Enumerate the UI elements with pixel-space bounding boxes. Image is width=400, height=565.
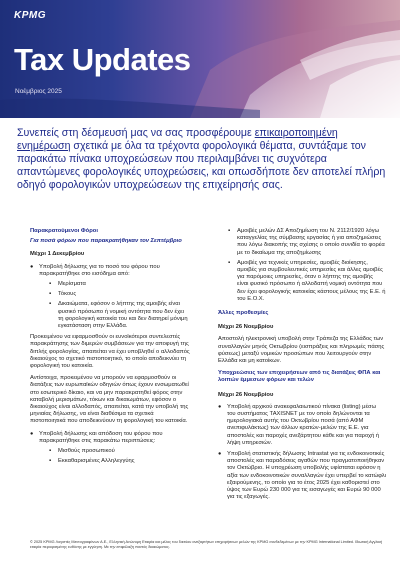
sub-list-item: ▪ Τόκους bbox=[49, 291, 190, 298]
issue-date: Νοέμβριος 2025 bbox=[15, 88, 62, 95]
bullet-list bbox=[218, 404, 386, 502]
list-item bbox=[30, 431, 190, 466]
list-item-text: Υποβολή δήλωσης για το ποσό του φόρου που παρακρατήθηκε στο εισόδημα από: bbox=[39, 263, 160, 277]
bullet-list bbox=[30, 264, 190, 331]
sub-bullet-list bbox=[218, 228, 386, 303]
list-item bbox=[30, 264, 190, 331]
sub-list-item: ▪ Αμοιβές για τεχνικές υπηρεσίες, αμοιβές διοίκησης, αμοιβές για συμβουλευτικές υπηρεσίες και άλλες αμοιβές για παρόμοιες υπηρεσίες, όταν ο λήπτης της αμοιβής είναι φυσικό πρόσωπο ή αλλοδαπή νομική οντότητα που δεν έχει φορολογικής κατοικίας κάστους μέλους της Ε.Ε. ή του Ε.Ο.Χ. bbox=[228, 260, 386, 303]
sub-list-item: ▪ Μισθούς προσωπικού bbox=[49, 448, 190, 455]
list-item-text: Υποβολή δήλωσης και απόδοση του φόρου που παρακρατήθηκε στις παρακάτω περιπτώσεις: bbox=[39, 430, 163, 444]
sub-list-item: ▪ Εκκαθαρισμένες Αλληλεγγύης bbox=[49, 458, 190, 465]
deadline-heading: Μέχρι 26 Νοεμβρίου bbox=[218, 324, 274, 331]
kpmg-logo: KPMG bbox=[14, 10, 46, 21]
left-column bbox=[30, 228, 190, 469]
section-subheading-withholding: Για ποσά φόρων που παρακρατήθηκαν τον Σεπτέμβριο bbox=[30, 238, 182, 245]
section-heading-other-deadlines: Άλλες προθεσμίες bbox=[218, 310, 269, 317]
paragraph: Αποστολή ηλεκτρονική υποβολή στην Τράπεζα της Ελλάδος των συναλλαγών μηνός Οκτωβρίου (εισπράξεις και πληρωμές πάσης φύσεως) μεταξύ νομικών προσώπων που λειτουργούν στην Ελλάδα και μη κατοίκων. bbox=[218, 336, 385, 365]
paragraph: Προκειμένου να εφαρμοσθούν οι ευνοϊκότεροι συντελεστές παρακράτησης των διμερών συμβάσεων για την αποφυγή της διπλής φορολογίας, απαιτείται να έχει υποβληθεί ο αλλοδαπός δικαιούχος το σχετικό πιστοποιητικό, το οποίο αποδεικνύει τη φορολογική του κατοικία. bbox=[30, 334, 190, 370]
list-item: ● Υποβολή αρχικού ανακεφαλαιωτικού πίνακα (listing) μέσω του συστήματος TAXISNET με τον οποίο δηλώνονται τα ημερολογιακά αυτής του Οκτωβρίου ποσά (από ΑΦΜ ανεπιφυλάκτως) των άλλων κρατών-μελών της Ε.Ε. για αποστολές και παροχές ανεξάρτητου κάθε και για παροχή ή λήψη υπηρεσιών. bbox=[218, 404, 386, 447]
sub-list-item: ▪ Δικαιώματα, εφόσον ο λήπτης της αμοιβής είναι φυσικό πρόσωπο ή νομική οντότητα που δεν έχει τη φορολογική κατοικία του και δεν διατηρεί μόνιμη εγκατάσταση στην Ελλάδα. bbox=[49, 301, 190, 330]
bullet-list bbox=[30, 431, 190, 466]
deadline-heading: Μέχρι 26 Νοεμβρίου bbox=[218, 391, 274, 398]
intro-paragraph bbox=[17, 127, 387, 192]
sub-bullet-list bbox=[39, 448, 190, 465]
intro-text-start: Συνεπείς στη δέσμευσή μας να σας προσφέρουμε bbox=[17, 127, 255, 139]
intro-link[interactable]: επικαιροποιημένη ενημέρωση bbox=[17, 127, 338, 152]
paragraph: Αντίστοιχα, προκειμένου να μπορούν να εφαρμοσθούν οι διατάξεις των ευρωπαϊκών οδηγιών όπως έχουν ενσωματωθεί στο εσωτερικό δίκαιο, και να μην παρακρατηθεί φόρος στην καταβολή μερισμάτων, τόκων και δικαιωμάτων, εφόσον ο δικαιούχος είναι αλλοδαπός, απαιτείται, κατά την υποβολή της μηνιαίας δήλωσης, να είναι διαθέσιμα τα σχετικά πιστοποιητικά που αποδεικνύουν τη φορολογική του κατοικία. bbox=[30, 375, 189, 425]
header-banner bbox=[0, 0, 400, 118]
intro-text-end: σχετικά με όλα τα τρέχοντα φορολογικά θέματα, συντάξαμε τον παρακάτω πίνακα υποχρεώσεων που περιλαμβάνει τις συχνότερα απαντώμενες φορολογικές υποχρεώσεις, και οπωσδήποτε δεν αποτελεί πλήρη οδηγό φορολογικών υποχρεώσεων της επιχείρησής σας. bbox=[17, 140, 386, 191]
right-column bbox=[218, 228, 386, 506]
deadline-heading: Μέχρι 1 Δεκεμβρίου bbox=[30, 251, 85, 258]
section-heading-withholding: Παρακρατούμενοι Φόροι bbox=[30, 228, 98, 234]
sub-list-item: ▪ Αμοιβές μελών ΔΣ Αποζημίωση του Ν. 2112/1920 λόγω καταγγελίας της σύμβασης εργασίας ή για αποζημιώσεις που λόγω διακοπής της σχέσης ο οποίο συνιδία το φορέα με το δικαίωμα της αποζημίωσης bbox=[228, 228, 386, 257]
list-item: ● Υποβολή στατιστικής δήλωσης Intrastat για τις ενδοκοινοτικές αποστολές και παραδόσεις αγαθών που πραγματοποιήθηκαν τον Οκτώβριο. Η υποχρέωση υποβολής υφίσταται εφόσον η αξία των ενδοκοινοτικών συναλλαγών έχει υπερβεί το κατώφλι εξαιρούμενης, το οποίο για το έτος 2025 έχει καθοριστεί στο ύψος των Ευρώ 230 000 για τις εισαγωγές και Ευρώ 90 000 για τις εξαγωγές. bbox=[218, 451, 386, 501]
footer-copyright: © 2025 KPMG Λογιστές Μεντογραφόνων Α.Ε., Ελληνική Ανώνυμη Εταιρία και μέλος του δικτύου ανεξαρτήτων επιχειρήσεων μελών της KPMG συνδεδεμένων με την KPMG International Limited. Ιδιωτική Αγγλική εταιρία περιορισμένης ευθύνης με εγγύηση. Με την επιφύλαξη παντός δικαιώματος. bbox=[30, 540, 383, 549]
section-heading-vat: Υποχρεώσεις των επιχειρήσεων από τις διατάξεις ΦΠΑ και λοιπών έμμεσων φόρων και τελών bbox=[218, 370, 381, 384]
sub-list-item: ▪ Μερίσματα bbox=[49, 281, 190, 288]
page-title: Tax Updates bbox=[14, 42, 191, 77]
sub-bullet-list bbox=[39, 281, 190, 330]
